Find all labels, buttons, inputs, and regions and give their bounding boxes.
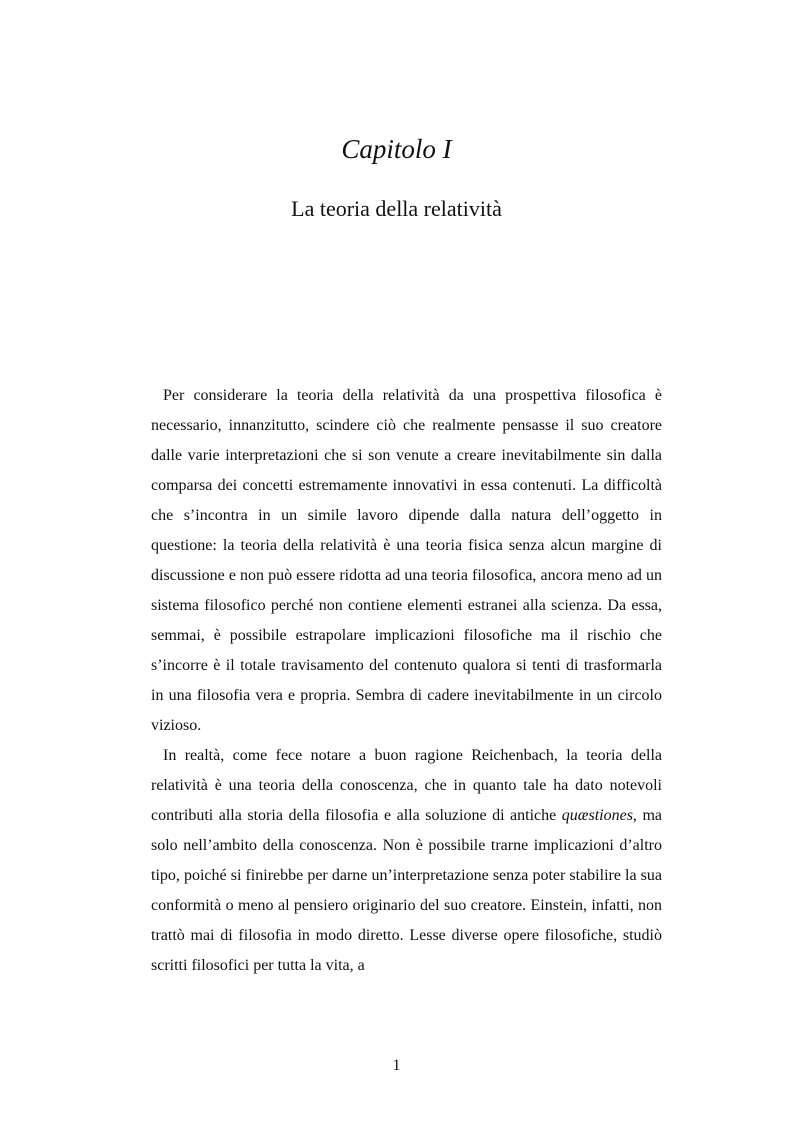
paragraph-text: , ma solo nell’ambito della conoscenza. Non è possibile trarne implicazioni d’altro tipo, poiché si finirebbe per darne un’interpretazione senza poter stabilire la sua conformità o meno al pensiero originario del suo creatore. Einstein, infatti, non trattò mai di filosofia in modo diretto. Lesse diverse opere filosofiche, studiò scritti filosofici per tutta la vita, a xyxy=(151,807,663,974)
paragraph-text: In realtà, come fece notare a buon ragione Reichenbach, la teoria della relatività è una teoria della conoscenza, che in quanto tale ha dato notevoli contributi alla storia della filosofia e alla soluzione di antiche xyxy=(151,747,662,824)
paragraph-text: Per considerare la teoria della relatività da una prospettiva filosofica è necessario, innanzitutto, scindere ciò che realmente pensasse il suo creatore dalle varie interpretazioni che si son venute a creare inevitabilmente sin dalla comparsa dei concetti estremamente innovativi in essa contenuti. La difficoltà che s’incontra in un simile lavoro dipende dalla natura dell’oggetto in questione: la teoria della relatività è una teoria fisica senza alcun margine di discussione e non può essere ridotta ad una teoria filosofica, ancora meno ad un sistema filosofico perché non contiene elementi estranei alla scienza. Da essa, semmai, è possibile estrapolare implicazioni filosofiche ma il rischio che s’incorre è il totale travisamento del contenuto qualora si tenti di trasformarla in una filosofia vera e propria. Sembra di cadere inevitabilmente in un circolo vizioso. xyxy=(151,387,662,734)
paragraph xyxy=(151,381,662,741)
body-text xyxy=(151,381,662,981)
chapter-label: Capitolo I xyxy=(341,134,452,164)
italic-term: quæstiones xyxy=(561,807,633,824)
paragraph xyxy=(151,741,662,981)
chapter-title: La teoria della relatività xyxy=(291,196,502,221)
page-number: 1 xyxy=(392,1057,401,1074)
